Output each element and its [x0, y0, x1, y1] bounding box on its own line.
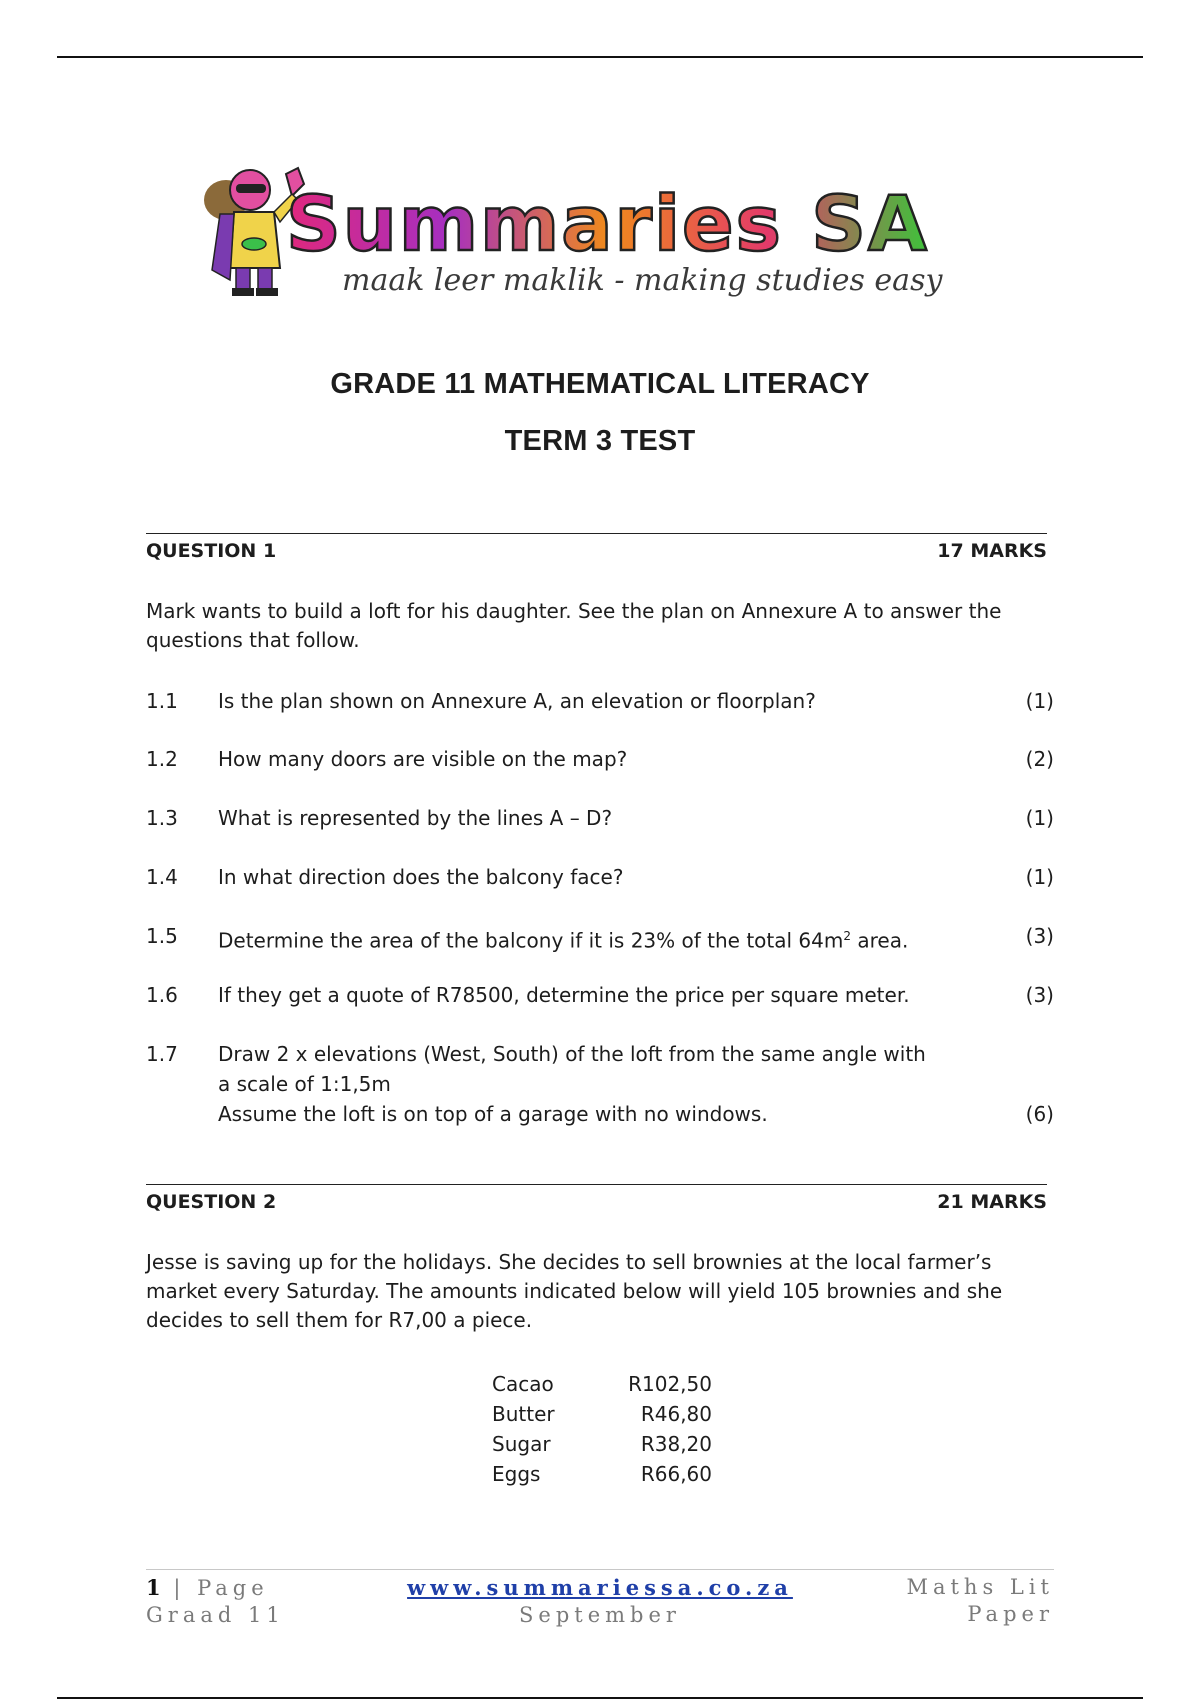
- footer-divider: [146, 1569, 1054, 1570]
- page-label: | Page: [173, 1576, 269, 1600]
- ingredient-price: R46,80: [640, 1402, 712, 1426]
- item-text: If they get a quote of R78500, determine the price per square meter.: [218, 983, 910, 1007]
- question-2-label: QUESTION 2: [146, 1191, 277, 1213]
- item-number: 1.1: [146, 689, 178, 713]
- website-link[interactable]: www.summariessa.co.za: [407, 1575, 793, 1600]
- list-item: [492, 1429, 712, 1459]
- footer-month: September: [519, 1603, 681, 1627]
- item-number: 1.4: [146, 865, 178, 889]
- question-item: [146, 1039, 1054, 1131]
- item-text: In what direction does the balcony face?: [218, 865, 624, 889]
- ingredient-price: R66,60: [640, 1462, 712, 1486]
- footer-subject: [906, 1574, 1054, 1628]
- list-item: [492, 1399, 712, 1429]
- footer-page-info: [146, 1574, 285, 1629]
- ingredient-name: Cacao: [492, 1372, 554, 1396]
- item-number: 1.6: [146, 983, 178, 1007]
- page-title: GRADE 11 MATHEMATICAL LITERACY: [330, 368, 870, 400]
- item-marks: (3): [1025, 983, 1054, 1007]
- ingredient-name: Eggs: [492, 1462, 541, 1486]
- item-marks: (1): [1025, 689, 1054, 713]
- ingredient-price: R102,50: [628, 1372, 712, 1396]
- summaries-sa-logo: [190, 160, 1020, 320]
- ingredient-price: R38,20: [640, 1432, 712, 1456]
- bottom-divider: [57, 1697, 1143, 1699]
- footer-grade: Graad 11: [146, 1603, 285, 1627]
- item-number: 1.2: [146, 747, 178, 771]
- item-text: How many doors are visible on the map?: [218, 747, 628, 771]
- item-number: 1.5: [146, 924, 178, 948]
- item-marks: (3): [1025, 924, 1054, 948]
- item-text: What is represented by the lines A – D?: [218, 806, 613, 830]
- item-text: Draw 2 x elevations (West, South) of the loft from the same angle with a scale of 1:1,5m Assume the loft is on top of a garage with no windows.: [218, 1042, 926, 1126]
- question-1-label: QUESTION 1: [146, 540, 277, 562]
- footer-center: [380, 1574, 820, 1629]
- ingredient-list: [492, 1369, 712, 1489]
- top-divider: [57, 56, 1143, 58]
- question-2-rule: [146, 1184, 1047, 1185]
- ingredient-name: Sugar: [492, 1432, 551, 1456]
- question-2-marks: 21 MARKS: [937, 1191, 1047, 1213]
- list-item: [492, 1369, 712, 1399]
- footer-subject-name: Maths Lit: [906, 1575, 1054, 1599]
- question-1-intro: Mark wants to build a loft for his daughter. See the plan on Annexure A to answer the questions that follow.: [146, 599, 1002, 652]
- list-item: [492, 1459, 712, 1489]
- item-text: Determine the area of the balcony if it is 23% of the total $64m^2$ area.: [218, 928, 909, 953]
- question-1-header: [146, 540, 1047, 562]
- question-2-intro: Jesse is saving up for the holidays. She decides to sell brownies at the local farmer’s market every Saturday. The amounts indicated below will yield 105 brownies and she decides to sell them for R7,00 a piece.: [146, 1250, 1003, 1332]
- superscript: 2: [843, 929, 851, 943]
- footer-paper: Paper: [967, 1602, 1054, 1626]
- question-1-rule: [146, 533, 1047, 534]
- item-marks: (2): [1025, 747, 1054, 771]
- question-2-header: [146, 1191, 1047, 1213]
- question-1-marks: 17 MARKS: [937, 540, 1047, 562]
- brand-wordmark: Summaries SA: [286, 179, 929, 268]
- ingredient-name: Butter: [492, 1402, 555, 1426]
- item-text: Is the plan shown on Annexure A, an elevation or floorplan?: [218, 689, 816, 713]
- brand-tagline: maak leer maklik - making studies easy: [342, 263, 943, 298]
- item-marks: (6): [1025, 1102, 1054, 1126]
- page-number: 1: [146, 1575, 162, 1600]
- page-subtitle: TERM 3 TEST: [504, 425, 696, 457]
- item-marks: (1): [1025, 865, 1054, 889]
- item-marks: (1): [1025, 806, 1054, 830]
- item-number: 1.3: [146, 806, 178, 830]
- item-number: 1.7: [146, 1042, 178, 1066]
